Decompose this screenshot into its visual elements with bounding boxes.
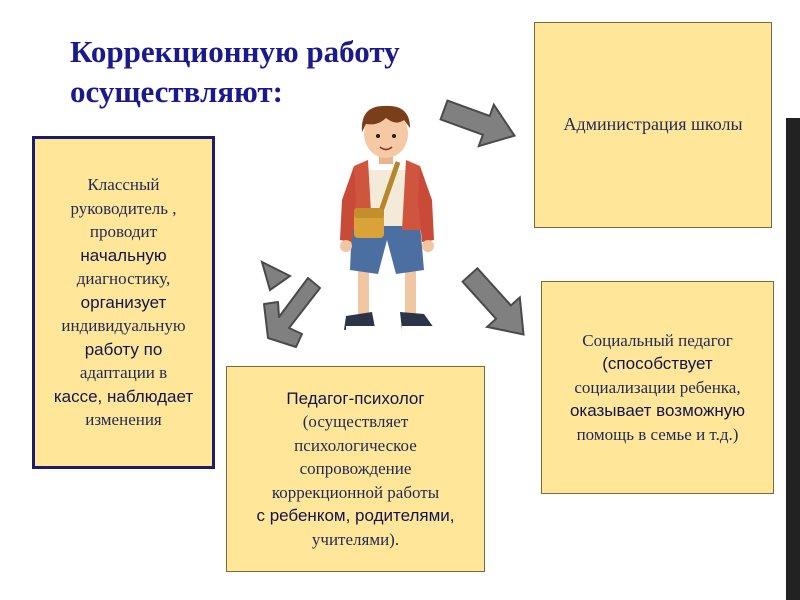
title-line-2: осуществляют: xyxy=(70,74,283,109)
class-teacher-line: изменения xyxy=(85,410,162,430)
class-teacher-line: организует xyxy=(80,292,167,312)
psychologist-line: психологическое xyxy=(294,435,417,455)
class-teacher-line: адаптации в xyxy=(79,363,168,383)
title-line-1: Коррекционную работу xyxy=(70,34,400,69)
class-teacher-line: работу по xyxy=(84,339,163,359)
student-illustration xyxy=(340,106,434,330)
administration-label: Администрация школы xyxy=(563,114,743,135)
class-teacher-line: начальную xyxy=(80,245,167,265)
social-pedagogue-line: (способствует xyxy=(602,354,713,374)
class-teacher-line: Классный xyxy=(87,175,160,195)
class-teacher-line: кассе, наблюдает xyxy=(53,386,194,406)
psychologist-line: учителями). xyxy=(311,529,400,549)
class-teacher-line: диагностику, xyxy=(76,269,171,289)
psychologist-line: сопровождение xyxy=(299,459,412,479)
social-pedagogue-line: оказывает возможную xyxy=(569,401,746,421)
arrow-down-right-icon xyxy=(454,260,540,349)
class-teacher-line: руководитель , xyxy=(70,198,177,218)
psychologist-line: коррекционной работы xyxy=(271,482,440,502)
psychologist-line: (осуществляет xyxy=(302,412,409,432)
bent-arrow-icon xyxy=(262,262,320,347)
arrow-right-icon xyxy=(436,89,522,156)
psychologist-line: с ребенком, родителями, xyxy=(256,506,455,526)
class-teacher-line: проводит xyxy=(89,222,158,242)
psychologist-line: Педагог-психолог xyxy=(286,388,425,408)
social-pedagogue-line: социализации ребенка, xyxy=(574,377,741,397)
social-pedagogue-line: помощь в семье и т.д.) xyxy=(576,424,739,444)
social-pedagogue-line: Социальный педагог xyxy=(582,330,733,350)
class-teacher-line: индивидуальную xyxy=(61,316,186,336)
